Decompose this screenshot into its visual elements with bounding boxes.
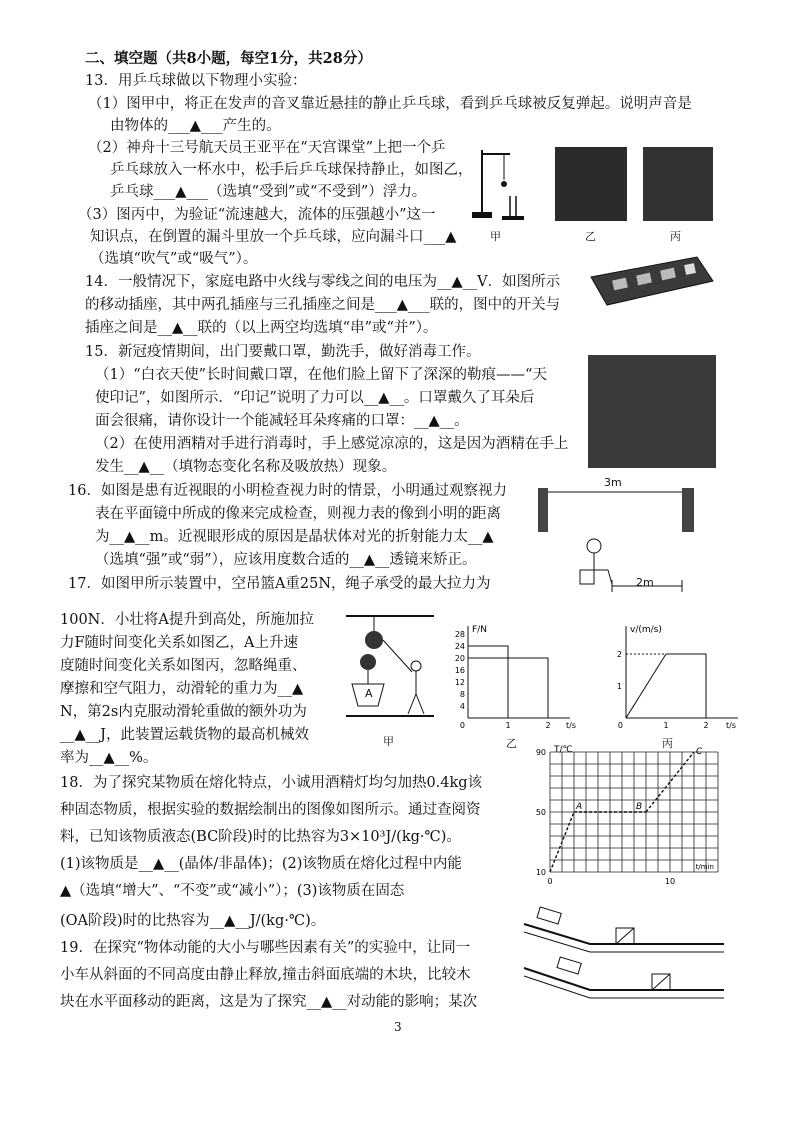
x-tick-label: 1 <box>663 721 669 730</box>
q14-text-cont2: 插座之间是__▲__联的（以上两空均选填“串”或“并”）。 <box>85 320 438 336</box>
x-axis-label: t/s <box>726 721 736 730</box>
q18-text-cont4: ▲（选填“增大”、“不变”或“减小”）；(3)该物质在固态 <box>60 883 405 899</box>
q13-1-text: （1）图甲中，将正在发声的音叉靠近悬挂的静止乒乓球，看到乒乓球被反复弹起。说明声音是 <box>88 96 692 112</box>
q15-2-text: （2）在使用酒精对手进行消毒时，手上感觉凉凉的，这是因为酒精在手上 <box>95 436 569 452</box>
q16-text-cont2: 为__▲__m。近视眼形成的原因是晶状体对光的折射能力太__▲ <box>95 529 494 545</box>
q15-1-text-cont: 使印记”，如图所示．“印记”说明了力可以__▲__。口罩戴久了耳朵后 <box>95 390 535 406</box>
q17-text-cont4: 摩擦和空气阻力，动滑轮的重力为__▲ <box>60 681 304 697</box>
q18-text: 18．为了探究某物质在熔化特点，小诚用酒精灯均匀加热0.4kg该 <box>60 775 483 791</box>
q13-figure-tuning-fork-stand <box>468 140 544 226</box>
x-tick-label: 0 <box>547 877 553 886</box>
q16-label-3m: 3m <box>604 476 622 489</box>
q17-text-cont6: __▲__J，此装置运载货物的最高机械效 <box>60 727 309 743</box>
x-tick-label: 1 <box>505 721 511 730</box>
q16-text: 16．如图是患有近视眼的小明检查视力时的情景，小明通过观察视力 <box>68 483 507 499</box>
q15-1-text: （1）“白衣天使”长时间戴口罩，在他们脸上留下了深深的勒痕——“天 <box>95 367 547 383</box>
x-tick-label: 2 <box>545 721 551 730</box>
x-tick-label: 2 <box>703 721 709 730</box>
q13-stem: 13．用乒乓球做以下物理小实验： <box>85 73 307 89</box>
q17-text-cont7: 率为__▲__%。 <box>60 750 158 766</box>
q13-3-text-cont2: （选填“吹气”或“吸气”）。 <box>90 251 258 267</box>
x-tick-label: 0 <box>617 721 623 730</box>
q19-text: 19．在探究“物体动能的大小与哪些因素有关”的实验中，让同一 <box>60 940 471 956</box>
q16-text-cont3: （选填“强”或“弱”），应该用度数合适的__▲__透镜来矫正。 <box>95 552 477 568</box>
page-number: 3 <box>394 1020 402 1034</box>
q17-velocity-time-chart <box>602 622 742 734</box>
q17-text-cont3: 度随时间变化关系如图丙，忽略绳重、 <box>60 658 307 674</box>
q14-power-strip-image <box>585 255 717 315</box>
q17-text: 17．如图甲所示装置中，空吊篮A重25N，绳子承受的最大拉力为 <box>68 576 491 592</box>
q15-1-text-cont2: 面会很痛，请你设计一个能减轻耳朵疼痛的口罩：__▲__。 <box>95 413 469 429</box>
x-tick-label: 10 <box>664 877 676 886</box>
point-label-C: C <box>696 747 703 757</box>
y-tick-label: 12 <box>454 678 465 687</box>
y-tick-label: 16 <box>454 666 465 675</box>
q13-label-b: 乙 <box>585 230 596 243</box>
y-tick-label: 4 <box>459 702 465 711</box>
q17-block-label: A <box>365 687 373 700</box>
q13-1-text-cont: 由物体的___▲___产生的。 <box>110 118 281 134</box>
q17-text-cont2: 力F随时间变化关系如图乙，A上升速 <box>60 635 299 651</box>
y-tick-label: 50 <box>535 808 546 817</box>
q16-text-cont: 表在平面镜中所成的像来完成检查，则视力表的像到小明的距离 <box>95 506 501 522</box>
point-label-B: B <box>636 802 643 812</box>
x-tick-label: 0 <box>459 721 465 730</box>
q18-temperature-time-chart <box>522 742 734 890</box>
q19-text-cont: 小车从斜面的不同高度由静止释放,撞击斜面底端的木块，比较木 <box>60 967 471 983</box>
q14-text: 14．一般情况下，家庭电路中火线与零线之间的电压为__▲__V．如图所示 <box>85 274 561 290</box>
q18-text-cont5: (OA阶段)时的比热容为__▲__J/(kg·℃)。 <box>60 913 326 929</box>
q17-label-b: 乙 <box>506 737 517 750</box>
y-tick-label: 10 <box>535 868 546 877</box>
q13-2-text: （2）神舟十三号航天员王亚平在“天宫课堂”上把一个乒 <box>88 140 446 156</box>
y-tick-label: 1 <box>616 682 622 691</box>
q13-label-a: 甲 <box>490 230 501 243</box>
y-axis-label: F/N <box>472 625 487 635</box>
x-axis-label: t/s <box>566 721 576 730</box>
q16-label-2m: 2m <box>636 576 654 589</box>
q13-3-text-cont: 知识点，在倒置的漏斗里放一个乒乓球，应向漏斗口___▲ <box>90 229 457 245</box>
y-tick-label: 90 <box>535 748 546 757</box>
q15-face-photo <box>588 355 716 468</box>
q18-text-cont: 种固态物质，根据实验的数据绘制出的图像如图所示。通过查阅资 <box>60 802 481 818</box>
q19-ramp-figure <box>520 906 726 1006</box>
q13-photo-c <box>643 147 713 221</box>
q16-eye-test-figure <box>532 474 720 604</box>
q13-label-c: 丙 <box>670 230 681 243</box>
q17-label-c: 丙 <box>662 737 673 750</box>
y-tick-label: 8 <box>459 690 465 699</box>
q17-force-time-chart <box>444 622 574 734</box>
series-line-0-1s <box>468 646 508 718</box>
y-axis-label: v/(m/s) <box>630 625 662 635</box>
q17-text-cont: 100N．小壮将A提升到高处，所施加拉 <box>60 612 314 628</box>
q17-pulley-figure <box>342 610 438 728</box>
y-tick-label: 28 <box>454 630 465 639</box>
q18-text-cont2: 料，已知该物质液态(BC阶段)时的比热容为3×10³J/(kg·℃)。 <box>60 829 461 845</box>
q15-stem: 15．新冠疫情期间，出门要戴口罩，勤洗手，做好消毒工作。 <box>85 344 481 360</box>
y-tick-label: 2 <box>616 650 622 659</box>
q15-2-text-cont: 发生__▲__（填物态变化名称及吸放热）现象。 <box>95 459 397 475</box>
q14-text-cont: 的移动插座，其中两孔插座与三孔插座之间是___▲___联的，图中的开关与 <box>85 297 561 313</box>
q17-label-a: 甲 <box>383 735 394 748</box>
y-axis-label: T/℃ <box>554 745 573 755</box>
q13-photo-b <box>555 147 627 221</box>
section-title: 二、填空题（共8小题，每空1分，共28分） <box>85 50 372 67</box>
q18-text-cont3: (1)该物质是__▲__(晶体/非晶体)；(2)该物质在熔化过程中内能 <box>60 856 462 872</box>
q19-text-cont2: 块在水平面移动的距离，这是为了探究__▲__对动能的影响；某次 <box>60 994 478 1010</box>
q13-3-text: （3）图丙中，为验证“流速越大，流体的压强越小”这一 <box>78 207 436 223</box>
series-line-rise <box>626 654 666 718</box>
q13-2-text-cont: 乒乓球放入一杯水中，松手后乒乓球保持静止，如图乙， <box>110 162 473 178</box>
x-axis-label: t/min <box>695 863 714 871</box>
q13-2-text-cont2: 乒乓球___▲___（选填“受到”或“不受到”）浮力。 <box>110 184 427 200</box>
point-label-A: A <box>576 802 583 812</box>
y-tick-label: 20 <box>454 654 465 663</box>
y-tick-label: 24 <box>454 642 465 651</box>
q17-text-cont5: N，第2s内克服动滑轮重做的额外功为 <box>60 704 307 720</box>
series-line-constant <box>666 654 706 718</box>
